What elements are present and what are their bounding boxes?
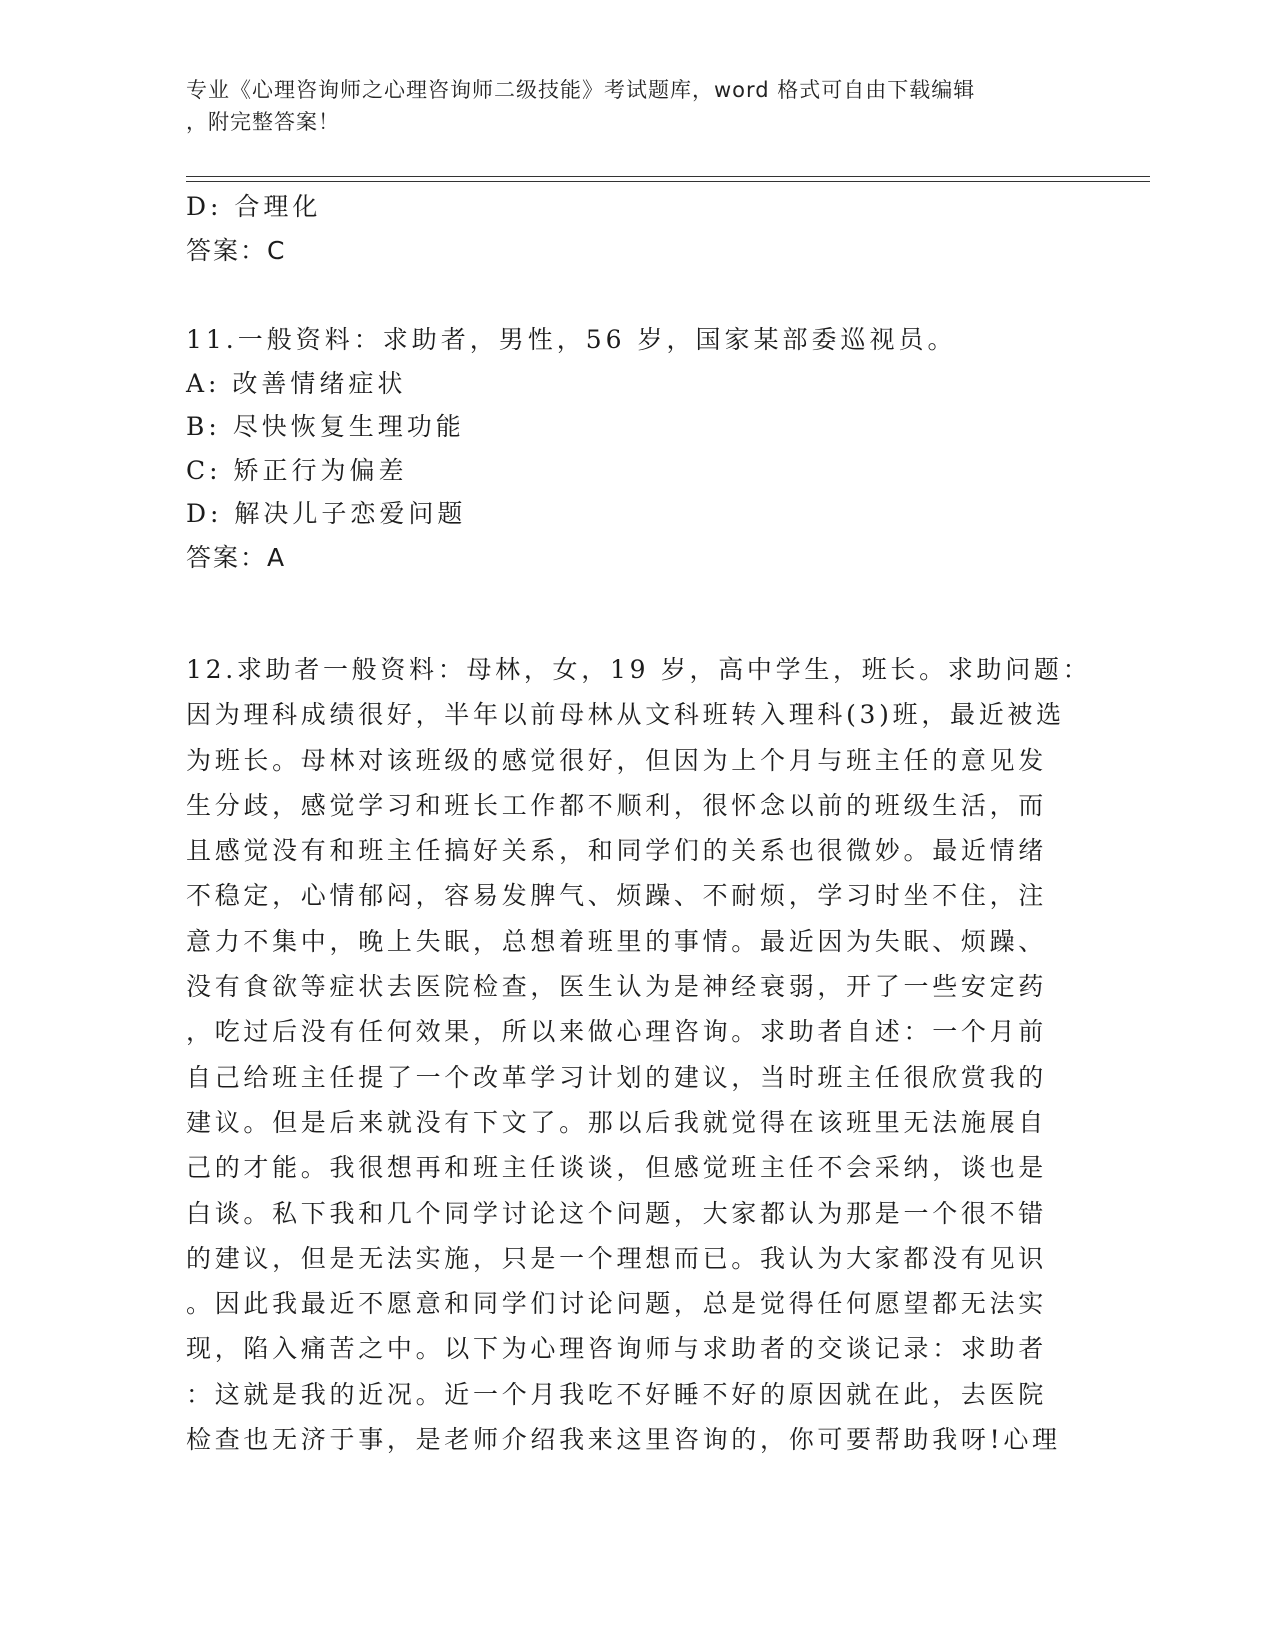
header-line-1: 专业《心理咨询师之心理咨询师二级技能》考试题库，word 格式可自由下载编辑: [186, 78, 976, 102]
question-12-line: ：这就是我的近况。近一个月我吃不好睡不好的原因就在此，去医院: [186, 1379, 1048, 1409]
question-12-line: 不稳定，心情郁闷，容易发脾气、烦躁、不耐烦，学习时坐不住，注: [186, 881, 1048, 911]
question-11-answer: 答案：A: [186, 543, 287, 572]
question-12-line: 且感觉没有和班主任搞好关系，和同学们的关系也很微妙。最近情绪: [186, 836, 1048, 866]
question-11-option-a: A: 改善情绪症状: [186, 369, 407, 398]
prev-answer: 答案：C: [186, 236, 287, 265]
question-12-line: 的建议，但是无法实施，只是一个理想而已。我认为大家都没有见识: [186, 1243, 1048, 1273]
question-12-line: 没有食欲等症状去医院检查，医生认为是神经衰弱，开了一些安定药: [186, 972, 1048, 1002]
question-12-line: 建议。但是后来就没有下文了。那以后我就觉得在该班里无法施展自: [186, 1107, 1048, 1137]
header-line-2: ，附完整答案！: [186, 110, 340, 134]
question-12-line: 自己给班主任提了一个改革学习计划的建议，当时班主任很欣赏我的: [186, 1062, 1048, 1092]
question-12-line: 己的才能。我很想再和班主任谈谈，但感觉班主任不会采纳，谈也是: [186, 1153, 1048, 1183]
question-12-line: 。因此我最近不愿意和同学们讨论问题，总是觉得任何愿望都无法实: [186, 1289, 1048, 1319]
question-11-stem: 11.一般资料：求助者，男性，56 岁，国家某部委巡视员。: [186, 325, 957, 354]
question-12-line: 检查也无济于事，是老师介绍我来这里咨询的，你可要帮助我呀!心理: [186, 1425, 1061, 1455]
question-12-line: 生分歧，感觉学习和班长工作都不顺利，很怀念以前的班级生活，而: [186, 790, 1048, 820]
prev-option-d: D: 合理化: [186, 192, 322, 221]
question-12-line: 白谈。私下我和几个同学讨论这个问题，大家都认为那是一个很不错: [186, 1198, 1048, 1228]
question-12-line: 因为理科成绩很好，半年以前母林从文科班转入理科(3)班，最近被选: [186, 700, 1065, 730]
question-11-option-d: D: 解决儿子恋爱问题: [186, 499, 467, 528]
question-12-line: 为班长。母林对该班级的感觉很好，但因为上个月与班主任的意见发: [186, 745, 1048, 775]
page-header: [186, 74, 1066, 138]
question-12-line: ，吃过后没有任何效果，所以来做心理咨询。求助者自述：一个月前: [186, 1017, 1048, 1047]
question-12-line: 12.求助者一般资料：母林，女，19 岁，高中学生，班长。求助问题：: [186, 655, 1092, 684]
question-11-option-b: B: 尽快恢复生理功能: [186, 412, 465, 441]
header-rule-bottom: [186, 181, 1150, 182]
question-12-line: 意力不集中，晚上失眠，总想着班里的事情。最近因为失眠、烦躁、: [186, 926, 1048, 956]
question-12-text: [186, 647, 1092, 1462]
question-12-line: 现，陷入痛苦之中。以下为心理咨询师与求助者的交谈记录：求助者: [186, 1334, 1048, 1364]
header-rule-top: [186, 176, 1150, 177]
question-11-option-c: C: 矫正行为偏差: [186, 456, 408, 485]
